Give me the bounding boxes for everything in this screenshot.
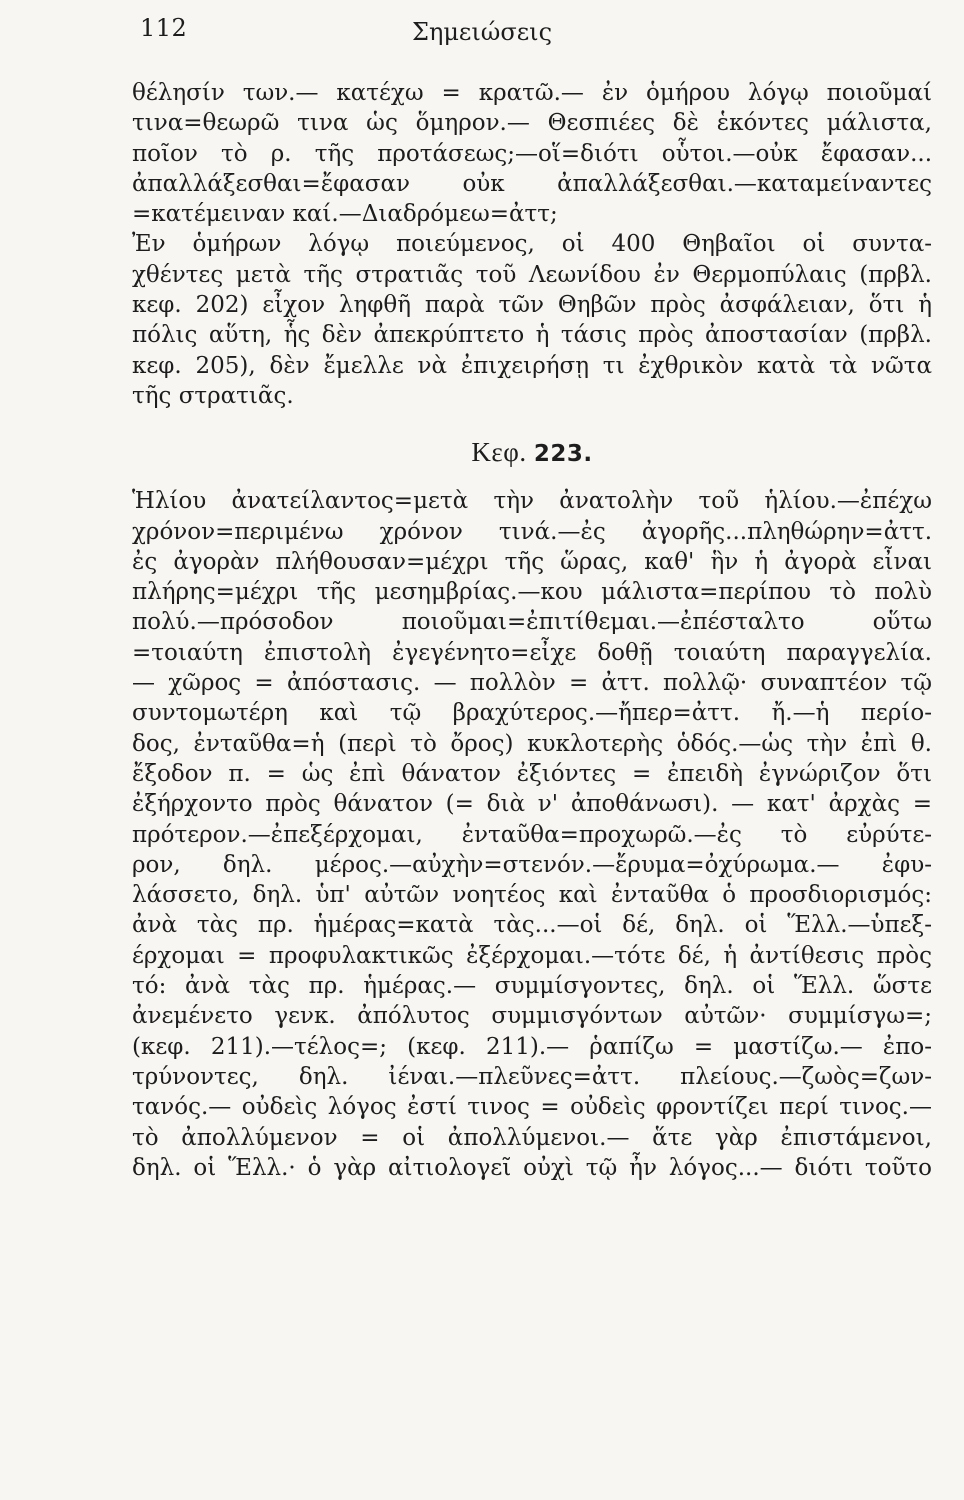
page-number: 112 bbox=[140, 14, 188, 42]
text-line: θέλησίν των.— κατέχω = κρατῶ.— ἐν ὁμήρου λόγῳ ποιοῦμαί bbox=[132, 80, 932, 106]
text-line: πολύ.—πρόσοδον ποιοῦμαι=ἐπιτίθεμαι.—ἐπέσταλτο οὕτω bbox=[132, 609, 932, 636]
text-line: ρον, δηλ. μέρος.—αὐχὴν=στενόν.—ἔρυμα=ὀχύρωμα.— ἐφυ- bbox=[132, 851, 932, 878]
text-line: δηλ. οἱ Ἕλλ.· ὁ γὰρ αἰτιολογεῖ οὐχὶ τῷ ἦν λόγος...— διότι τοῦτο bbox=[132, 1154, 932, 1181]
text-line: χρόνον=περιμένω χρόνον τινά.—ἐς ἀγορῆς...πληθώρην=ἀττ. bbox=[132, 518, 932, 545]
text-line: ἐξήρχοντο πρὸς θάνατον (= διὰ ν' ἀποθάνωσι). — κατ' ἀρχὰς = bbox=[132, 791, 932, 818]
chapter-heading-prefix: Κεφ. bbox=[471, 437, 527, 468]
running-head: Σημειώσεις bbox=[411, 18, 553, 46]
text-line: =τοιαύτη ἐπιστολὴ ἐγεγένητο=εἶχε δοθῇ τοιαύτη παραγγελία. bbox=[132, 639, 932, 666]
text-line: πρότερον.—ἐπεξέρχομαι, ἐνταῦθα=προχωρῶ.—ἐς τὸ εὐρύτε- bbox=[132, 821, 932, 848]
text-line: ἀπαλλάξεσθαι=ἔφασαν οὐκ ἀπαλλάξεσθαι.—καταμείναντες bbox=[132, 170, 932, 197]
notes-paragraph-1 bbox=[132, 78, 932, 411]
text-line: ἔξοδον π. = ὡς ἐπὶ θάνατον ἐξιόντες = ἐπειδὴ ἐγνώριζον ὅτι bbox=[132, 760, 932, 787]
text-line: λάσσετο, δηλ. ὑπ' αὐτῶν νοητέος καὶ ἐνταῦθα ὁ προσδιορισμός: bbox=[132, 882, 932, 909]
chapter-heading bbox=[132, 437, 932, 468]
text-line: τῆς στρατιᾶς. bbox=[132, 382, 294, 409]
text-line: πλήρης=μέχρι τῆς μεσημβρίας.—κου μάλιστα=περίπου τὸ πολὺ bbox=[132, 579, 932, 606]
text-line: (κεφ. 211).—τέλος=; (κεφ. 211).— ῥαπίζω = μαστίζω.— ἐπο- bbox=[132, 1033, 932, 1060]
text-line: κεφ. 202) εἶχον ληφθῆ παρὰ τῶν Θηβῶν πρὸς ἀσφάλειαν, ὅτι ἡ bbox=[132, 292, 932, 319]
text-line: τινα=θεωρῶ τινα ὡς ὅμηρον.— Θεσπιέες δὲ ἑκόντες μάλιστα, bbox=[132, 110, 932, 137]
text-line: ἀνεμένετο γενκ. ἀπόλυτος συμμισγόντων αὐτῶν· συμμίσγω=; bbox=[132, 1003, 932, 1030]
text-line: ποῖον τὸ ρ. τῆς προτάσεως;—οἵ=διότι οὗτοι.—οὐκ ἔφασαν... bbox=[132, 140, 932, 167]
text-line: τό: ἀνὰ τὰς πρ. ἡμέρας.— συμμίσγοντες, δηλ. οἱ Ἕλλ. ὥστε bbox=[132, 973, 932, 1000]
text-line: έρχομαι = προφυλακτικῶς ἐξέρχομαι.—τότε δέ, ἡ ἀντίθεσις πρὸς bbox=[132, 942, 932, 969]
text-line: χθέντες μετὰ τῆς στρατιᾶς τοῦ Λεωνίδου ἐν Θερμοπύλαις (πρβλ. bbox=[132, 261, 932, 288]
text-line: τρύνοντες, δηλ. ἰέναι.—πλεῦνες=ἀττ. πλείους.—ζωὸς=ζων- bbox=[132, 1063, 932, 1090]
text-line: Ἐν ὁμήρων λόγῳ ποιεύμενος, οἱ 400 Θηβαῖοι οἱ συντα- bbox=[132, 231, 932, 258]
text-line: ἐς ἀγορὰν πλήθουσαν=μέχρι τῆς ὥρας, καθ' ἣν ἡ ἀγορὰ εἶναι bbox=[132, 548, 932, 575]
text-line: Ἡλίου ἀνατείλαντος=μετὰ τὴν ἀνατολὴν τοῦ ἡλίου.—ἐπέχω bbox=[132, 488, 932, 515]
text-line: τανός.— οὐδεὶς λόγος ἐστί τινος = οὐδεὶς φροντίζει περί τινος.— bbox=[132, 1094, 932, 1121]
notes-paragraph-2 bbox=[132, 486, 932, 1183]
notes-body bbox=[132, 78, 932, 1183]
text-line: δος, ἐνταῦθα=ἡ (περὶ τὸ ὄρος) κυκλοτερὴς ὁδός.—ὡς τὴν ἐπὶ θ. bbox=[132, 730, 932, 757]
text-line: ἀνὰ τὰς πρ. ἡμέρας=κατὰ τὰς...—οἱ δέ, δηλ. οἱ Ἕλλ.—ὑπεξ- bbox=[132, 912, 932, 939]
chapter-heading-number: 223. bbox=[533, 441, 593, 468]
text-line: συντομωτέρη καὶ τῷ βραχύτερος.—ἤπερ=ἀττ. ἤ.—ἡ περίο- bbox=[132, 700, 932, 727]
page-header bbox=[0, 14, 964, 54]
text-line: πόλις αὕτη, ἧς δὲν ἀπεκρύπτετο ἡ τάσις πρὸς ἀποστασίαν (πρβλ. bbox=[132, 322, 932, 349]
text-line: κεφ. 205), δὲν ἔμελλε νὰ ἐπιχειρήσῃ τι ἐχθρικὸν κατὰ τὰ νῶτα bbox=[132, 352, 932, 379]
text-line: — χῶρος = ἀπόστασις. — πολλὸν = ἀττ. πολλῷ· συναπτέον τῷ bbox=[132, 670, 932, 697]
text-line: τὸ ἀπολλύμενον = οἱ ἀπολλύμενοι.— ἅτε γὰρ ἐπιστάμενοι, bbox=[132, 1124, 932, 1151]
text-line: =κατέμειναν καί.—Διαδρόμεω=ἀττ; bbox=[132, 201, 558, 228]
